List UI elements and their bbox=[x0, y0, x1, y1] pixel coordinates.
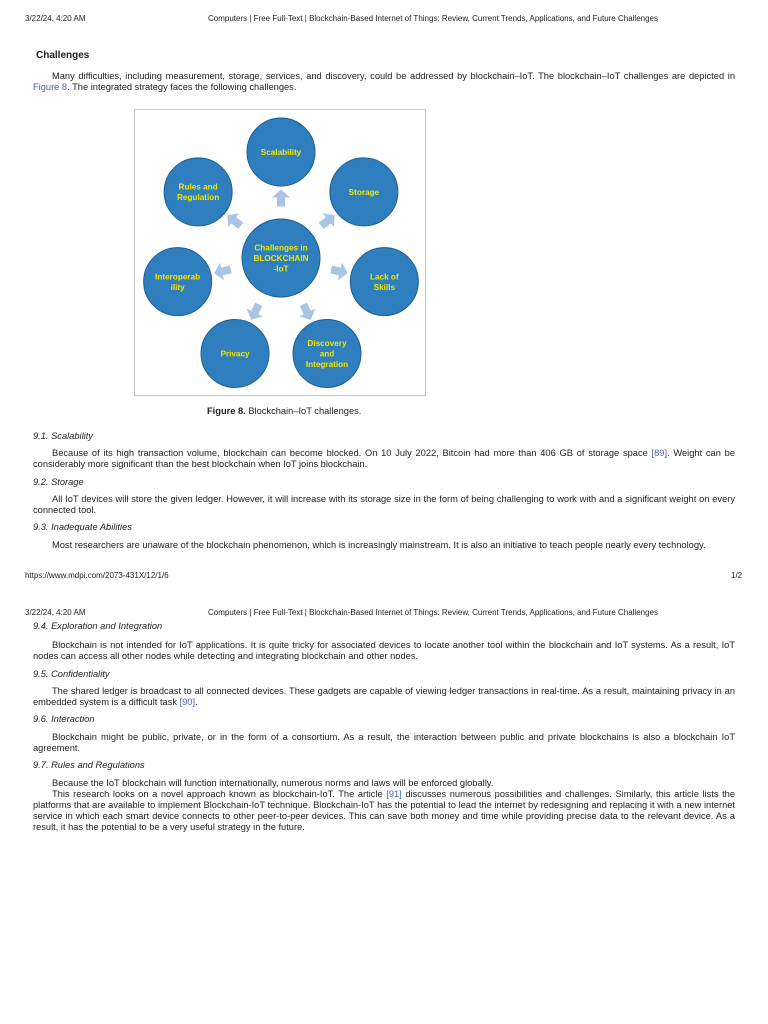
section-9-7-heading: 9.7. Rules and Regulations bbox=[33, 760, 145, 770]
diagram-node-6 bbox=[164, 158, 232, 226]
section-9-1-text: Because of its high transaction volume, blockchain can become blocked. On 10 July 2022, Bitcoin had more than 406 GB of storage space [89]. Weight can be considerably more significant than the best blockchain when IoT joins blockchain. bbox=[33, 448, 735, 469]
node-circle bbox=[350, 248, 418, 316]
arrow-icon bbox=[295, 300, 319, 323]
node-label: Scalability bbox=[260, 148, 302, 157]
node-label: ility bbox=[170, 282, 185, 292]
section-9-6-text: Blockchain might be public, private, or in the form of a consortium. As a result, the interaction between public and private blockchains is also a blockchain IoT agreement. bbox=[33, 732, 735, 753]
footer-page-number: 1/2 bbox=[731, 571, 743, 580]
diagram-node-1 bbox=[330, 158, 398, 226]
page2-header-title: Computers | Free Full-Text | Blockchain-Based Internet of Things: Review, Current Trends, Applications, and Future Challenges bbox=[208, 608, 659, 617]
diagram-hub bbox=[242, 219, 320, 297]
figure-8-link[interactable]: Figure 8 bbox=[33, 82, 68, 92]
node-label: Privacy bbox=[220, 349, 250, 359]
section-9-1-heading: 9.1. Scalability bbox=[33, 431, 93, 441]
figure-caption: Figure 8. Blockchain–IoT challenges. bbox=[207, 406, 362, 416]
diagram-node-5 bbox=[144, 248, 212, 316]
section-9-4-heading: 9.4. Exploration and Integration bbox=[33, 621, 163, 631]
diagram-node-0 bbox=[247, 118, 315, 186]
section-9-7-text: Because the IoT blockchain will function internationally, numerous norms and laws will be enforced globally. This research looks on a novel approach known as blockchain-IoT. The article [91] discusses numerous possibilities and challenges. Similarly, this article lists the platforms that are available to implement Blockchain-IoT technique. Blockchain-IoT has the potential to lead the internet by redesigning and replacing it with a new internet service in which each smart device connects to other peer-to-peer devices. This can save both money and time while providing precise data to the relevant device. As a result, it has the potential to be a very useful strategy in the future. bbox=[33, 778, 735, 832]
node-label: Rules and bbox=[178, 182, 218, 192]
diagram-node-2 bbox=[350, 248, 418, 316]
node-circle bbox=[144, 248, 212, 316]
arrow-icon bbox=[329, 261, 350, 282]
section-9-3-text: Most researchers are unaware of the blockchain phenomenon, which is increasingly mainstream. It is also an initiative to teach people nearly every technology. bbox=[52, 540, 706, 550]
footer-url: https://www.mdpi.com/2073-431X/12/1/6 bbox=[25, 571, 169, 580]
page2-header-datetime: 3/22/24, 4:20 AM bbox=[25, 608, 86, 617]
arrow-icon bbox=[243, 300, 267, 323]
ref-90-link[interactable]: [90] bbox=[179, 697, 196, 707]
node-label: and bbox=[319, 349, 335, 359]
hub-label: -IoT bbox=[273, 264, 289, 274]
node-label: Storage bbox=[348, 187, 380, 197]
node-circle bbox=[164, 158, 232, 226]
diagram-node-4 bbox=[201, 320, 269, 388]
ref-91-link[interactable]: [91] bbox=[386, 789, 402, 799]
section-9-6-heading: 9.6. Interaction bbox=[33, 714, 95, 724]
figure-8-diagram bbox=[134, 109, 426, 396]
node-label: Integration bbox=[305, 360, 349, 370]
section-9-5-heading: 9.5. Confidentiality bbox=[33, 669, 110, 679]
header-title: Computers | Free Full-Text | Blockchain-Based Internet of Things: Review, Current Trends, Applications, and Future Challenges bbox=[208, 14, 659, 23]
arrow-icon bbox=[212, 261, 233, 282]
section-heading: Challenges bbox=[36, 50, 90, 61]
challenges-diagram-svg bbox=[135, 110, 425, 395]
node-label: Interoperab bbox=[155, 272, 201, 282]
section-9-5-text: The shared ledger is broadcast to all connected devices. These gadgets are capable of viewing ledger transactions in real-time. As a result, maintaining privacy in an embedded system is a difficult task [90]. bbox=[33, 686, 735, 707]
intro-paragraph: Many difficulties, including measurement, storage, services, and discovery, could be addressed by blockchain–IoT. The blockchain–IoT challenges are depicted in Figure 8. The integrated strategy faces the following challenges. bbox=[33, 71, 735, 92]
section-9-2-text: All IoT devices will store the given ledger. However, it will increase with its storage size in the form of being challenging to work with and a significant weight on every connected tool. bbox=[33, 494, 735, 515]
arrow-icon bbox=[272, 190, 290, 207]
node-label: Skills bbox=[373, 282, 396, 292]
ref-89-link[interactable]: [89] bbox=[651, 448, 668, 458]
diagram-node-3 bbox=[293, 320, 361, 388]
node-label: Regulation bbox=[176, 193, 220, 203]
hub-label: Challenges in bbox=[254, 243, 308, 253]
section-9-2-heading: 9.2. Storage bbox=[33, 477, 84, 487]
section-9-4-text: Blockchain is not intended for IoT applications. It is quite tricky for associated devices to locate another tool within the blockchain and IoT systems. As a result, IoT nodes can access all other nodes while detecting and integrating blockchain and other nodes. bbox=[33, 640, 735, 661]
node-label: Discovery bbox=[307, 339, 347, 349]
hub-label: BLOCKCHAIN bbox=[253, 254, 309, 263]
section-9-3-heading: 9.3. Inadequate Abilities bbox=[33, 522, 132, 532]
header-datetime: 3/22/24, 4:20 AM bbox=[25, 14, 86, 23]
node-label: Lack of bbox=[370, 272, 399, 282]
